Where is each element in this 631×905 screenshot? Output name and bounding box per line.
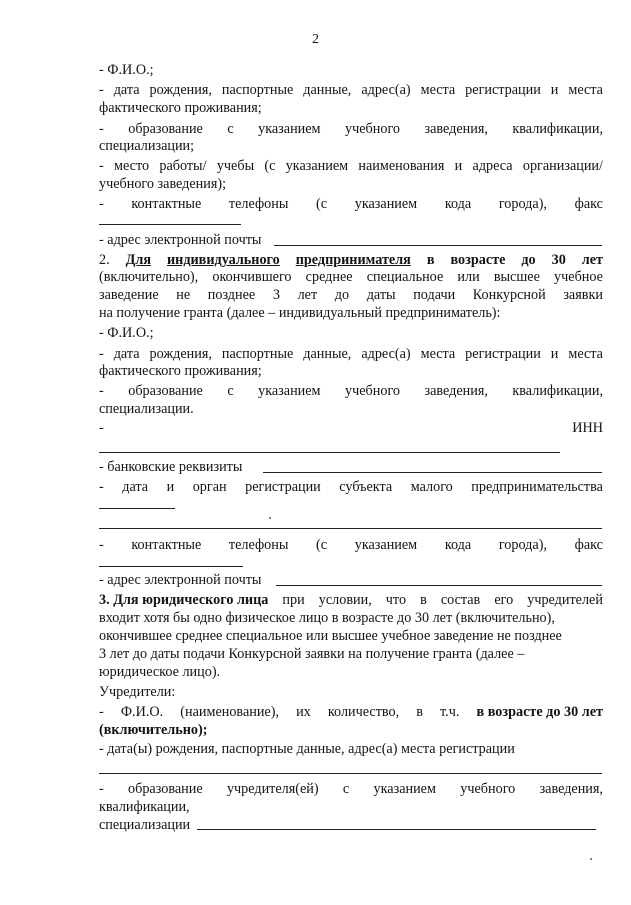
word: телефоны [228,196,289,212]
section3-word: состав [440,592,481,608]
word: заведения, [539,781,603,797]
founders-birth-fill-line [99,773,602,774]
section3-line2: входит хотя бы одно физическое лицо в возрасте до 30 лет (включительно), [99,610,555,626]
section3-line4: 3 лет до даты подачи Конкурсной заявки на получение гранта (далее – [99,646,525,662]
word: с [227,121,234,137]
specialization-fill-line [197,829,596,830]
word: или [457,269,480,285]
item-education-line2: специализации; [99,138,195,154]
word: места [568,82,603,98]
word: - [99,479,104,495]
item-work-line2: учебного заведения); [99,176,227,192]
word: кода [444,537,472,553]
word: паспортные [221,82,294,98]
word: орган [192,479,227,495]
word: данные, [303,82,352,98]
founders-word: Ф.И.О. [120,704,164,720]
item-registration-line [99,479,603,496]
word: адрес(а) [361,82,411,98]
word: субъекта [339,479,393,495]
word: заведения, [424,383,488,399]
item-email-2 [99,572,603,589]
word: паспортные [221,346,294,362]
section2-word: лет [581,252,603,268]
word: (с [316,196,328,212]
section2-line1 [99,252,603,269]
word: телефоны [228,537,289,553]
item-inn [99,420,603,437]
word: указанием [354,537,418,553]
word: специальное [366,269,444,285]
word: учебы [216,158,255,174]
word: регистрации [465,346,541,362]
word: лет [297,287,318,303]
section3-line1 [99,592,603,609]
section3-line3: окончившее среднее специальное или высшее учебное заведение не позднее [99,628,562,644]
email-label: - адрес электронной почты [99,232,262,248]
section3-word: что [385,592,407,608]
item-founders-education-line3 [99,817,603,834]
item-fio: - Ф.И.О.; [99,62,154,78]
word: контактные [131,196,202,212]
word: даты [366,287,396,303]
section3-word: условии, [318,592,372,608]
word: - [99,82,104,98]
word: указанием [258,383,321,399]
word: регистрации [245,479,321,495]
word: данные, [303,346,352,362]
word: и [166,479,175,495]
email2-label: - адрес электронной почты [99,572,262,588]
word: предпринимательства [471,479,603,495]
section2-word: возрасте [450,252,506,268]
word: позднее [207,287,256,303]
word: учебного [345,121,401,137]
word: указанием [258,121,321,137]
bank-label: - банковские реквизиты [99,459,243,475]
word: квалификации, [512,121,603,137]
word: 3 [272,287,280,303]
word: адреса [472,158,513,174]
scan-speck [590,858,592,860]
section3-line5: юридическое лицо). [99,664,221,680]
word: заявки [563,287,603,303]
word: рождения, [149,346,212,362]
section2-word: предпринимателя [295,252,411,268]
word: дата [122,479,149,495]
item-work-line1 [99,158,603,175]
inn-fill-line [99,452,560,453]
word: учебное [554,269,603,285]
word: организации/ [522,158,603,174]
bank-fill-line [263,472,602,473]
word: Конкурсной [472,287,546,303]
word: учебного [345,383,401,399]
founders-age-bold: в возрасте до 30 лет [476,704,603,720]
section2-word: индивидуального [166,252,280,268]
word: и [454,158,463,174]
word: подачи [413,287,456,303]
word: высшее [493,269,540,285]
scan-speck [269,517,271,519]
word: дата [113,346,140,362]
word: - [99,121,104,137]
word: до [334,287,350,303]
word: регистрации [465,82,541,98]
word: образование [128,121,203,137]
word: адрес(а) [361,346,411,362]
word: кода [444,196,472,212]
item-phones-line [99,196,603,213]
word: малого [410,479,453,495]
item-birth-line2: фактического проживания; [99,100,262,116]
word: указанием [373,781,436,797]
section3-word: учредителей [527,592,603,608]
word: указанием [285,158,349,174]
item-founders-education-line1 [99,781,603,798]
word: заведение [99,287,159,303]
item-founders-line2: (включительно); [99,722,208,738]
word: с [342,781,350,797]
founders-word: их [296,704,311,720]
item-bank [99,459,603,476]
word: работы/ [159,158,207,174]
word: (с [264,158,276,174]
registration-fill-line-1 [99,508,175,509]
word: факс [574,537,603,553]
word: - [99,537,104,553]
page-number: 2 [312,32,319,47]
word: города), [498,196,547,212]
word: - [99,346,104,362]
section3-word: в [420,592,427,608]
founders-label: Учредители: [99,684,176,700]
word: квалификации, [512,383,603,399]
word: и [550,346,559,362]
word: - [99,781,104,797]
word: с [227,383,234,399]
item-birth2-line1 [99,346,603,363]
section2-line3 [99,287,603,304]
word: города), [498,537,547,553]
founders-word: т.ч. [440,704,460,720]
word: (включительно), [99,269,199,285]
phones2-fill-line [99,566,243,567]
word: не [176,287,191,303]
item-education2-line1 [99,383,603,400]
section2-word: 30 [551,252,566,268]
item-phones2-line [99,537,603,554]
word: место [114,158,150,174]
word: образование [128,781,203,797]
item-birth-line1 [99,82,603,99]
word: места [568,346,603,362]
inn-dash: - [99,420,104,436]
word: места [420,346,456,362]
word: учебного [460,781,516,797]
item-education2-line2: специализации. [99,401,194,417]
section2-word: Для [125,252,152,268]
section2-word: в [426,252,435,268]
word: дата [113,82,140,98]
phones-fill-line [99,224,241,225]
section2-line4: на получение гранта (далее – индивидуальный предприниматель): [99,305,501,321]
word: заведения, [424,121,488,137]
word: образование [128,383,203,399]
email-fill-line [274,245,602,246]
section3-word: при [282,592,305,608]
founders-word: в [416,704,423,720]
section3-word: его [494,592,514,608]
word: - [99,196,104,212]
word: (с [316,537,328,553]
word: контактные [131,537,202,553]
word: окончившего [212,269,292,285]
item-fio-2: - Ф.И.О.; [99,325,154,341]
word: рождения, [149,82,212,98]
word: - [99,158,104,174]
word: и [550,82,559,98]
word: наименования [358,158,445,174]
word: факс [574,196,603,212]
section2-word: до [521,252,536,268]
word: указанием [354,196,418,212]
section3-heading: 3. Для юридического лица [99,592,269,608]
section2-lead: 2. [99,252,110,268]
word: места [420,82,456,98]
item-founders-line1 [99,704,603,721]
item-birth2-line2: фактического проживания; [99,363,262,379]
email2-fill-line [276,585,602,586]
word: среднее [305,269,353,285]
founders-word: (наименование), [180,704,279,720]
item-email [99,232,603,249]
registration-fill-line-2 [99,528,602,529]
word: учредителя(ей) [226,781,319,797]
word: - [99,383,104,399]
founders-word: - [99,704,104,720]
item-founders-education-line2: квалификации, [99,799,190,815]
item-founders-birth: - дата(ы) рождения, паспортные данные, адрес(а) места регистрации [99,741,515,757]
section2-line2 [99,269,603,286]
founders-word: количество, [327,704,400,720]
specialization-label: специализации [99,817,191,833]
inn-label: ИНН [572,420,603,436]
item-education-line1 [99,121,603,138]
